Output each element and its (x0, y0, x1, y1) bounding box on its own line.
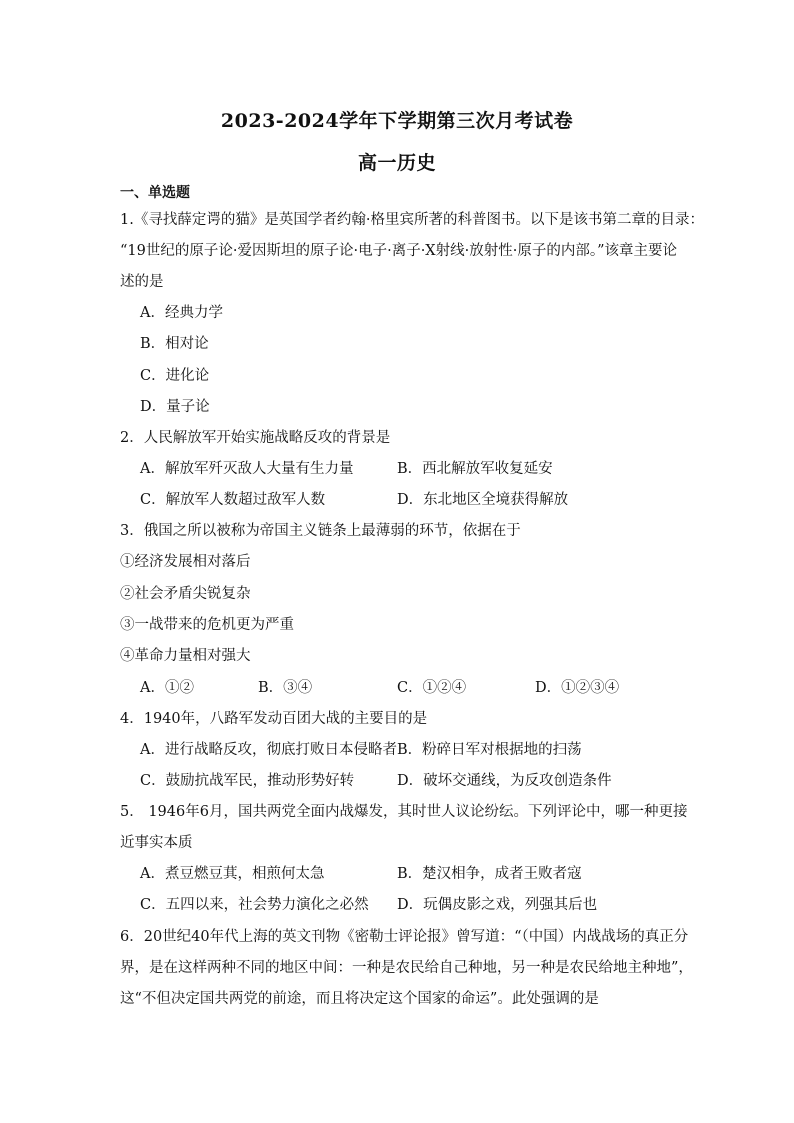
question-5-option-c: C．五四以来，社会势力演化之必然 (140, 897, 369, 913)
question-1-option-b: B．相对论 (140, 336, 209, 352)
question-5-option-a: A．煮豆燃豆萁，相煎何太急 (140, 866, 325, 882)
question-1-line-2: “19世纪的原子论·爱因斯坦的原子论·电子·离子·X射线·放射性·原子的内部。”该章主要论 (120, 243, 678, 259)
question-3-option-d: D．①②③④ (535, 680, 620, 696)
question-3-stem: 3．俄国之所以被称为帝国主义链条上最薄弱的环节，依据在于 (120, 523, 521, 539)
question-2-option-c: C．解放军人数超过敌军人数 (140, 492, 326, 508)
question-3-item-3: ③一战带来的危机更为严重 (120, 617, 294, 633)
question-5-line-2: 近事实本质 (120, 835, 193, 851)
question-5-line-1: 5． 1946年6月，国共两党全面内战爆发，其时世人议论纷纭。下列评论中，哪一种更接 (120, 804, 688, 820)
question-3-option-b: B．③④ (258, 680, 313, 696)
question-1-line-3: 述的是 (120, 274, 164, 290)
question-2-option-b: B．西北解放军收复延安 (397, 461, 553, 477)
exam-title: 2023-2024学年下学期第三次月考试卷 (220, 110, 574, 132)
question-4-stem: 4．1940年，八路军发动百团大战的主要目的是 (120, 711, 428, 727)
question-4-option-c: C．鼓励抗战军民，推动形势好转 (140, 773, 355, 789)
question-1-option-d: D．量子论 (140, 399, 210, 415)
question-2-option-d: D．东北地区全境获得解放 (397, 492, 569, 508)
question-6-line-1: 6．20世纪40年代上海的英文刊物《密勒士评论报》曾写道：“（中国）内战战场的真正分 (120, 929, 689, 945)
question-3-option-c: C．①②④ (397, 680, 467, 696)
section-heading: 一、单选题 (120, 185, 190, 201)
question-4-option-b: B．粉碎日军对根据地的扫荡 (397, 742, 582, 758)
exam-subtitle: 高一历史 (357, 152, 436, 174)
question-6-line-3: 这“不但决定国共两党的前途，而且将决定这个国家的命运”。此处强调的是 (120, 991, 599, 1007)
question-3-item-4: ④革命力量相对强大 (120, 648, 251, 664)
question-3-item-1: ①经济发展相对落后 (120, 554, 251, 570)
question-6-line-2: 界，是在这样两种不同的地区中间：一种是农民给自己种地，另一种是农民给地主种地”， (120, 960, 693, 976)
question-1-option-a: A．经典力学 (140, 305, 223, 321)
question-1-line-1: 1.《寻找薛定谔的猫》是英国学者约翰·格里宾所著的科普图书。以下是该书第二章的目录： (120, 212, 704, 228)
question-5-option-b: B．楚汉相争，成者王败者寇 (397, 866, 582, 882)
question-5-option-d: D．玩偶皮影之戏，列强其后也 (397, 897, 598, 913)
question-3-option-a: A．①② (140, 680, 194, 696)
question-1-option-c: C．进化论 (140, 368, 210, 384)
question-3-item-2: ②社会矛盾尖锐复杂 (120, 586, 251, 602)
question-2-option-a: A．解放军歼灭敌人大量有生力量 (140, 461, 354, 477)
question-4-option-a: A．进行战略反攻，彻底打败日本侵略者 (140, 742, 397, 758)
question-2-stem: 2．人民解放军开始实施战略反攻的背景是 (120, 430, 391, 446)
question-4-option-d: D．破坏交通线，为反攻创造条件 (397, 773, 612, 789)
